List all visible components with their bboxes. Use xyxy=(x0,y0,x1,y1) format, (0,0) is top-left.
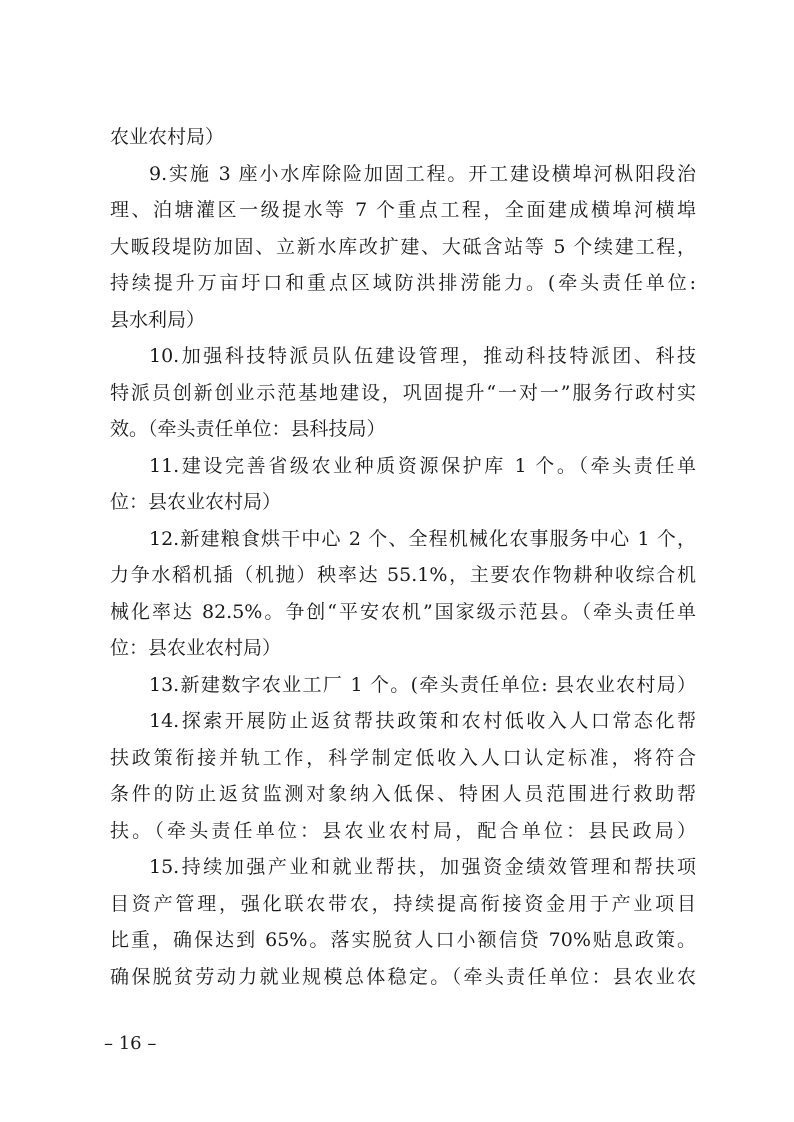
text-line: 特派员创新创业示范基地建设，巩固提升“一对一”服务行政村实 xyxy=(110,381,696,404)
text-line: 15.持续加强产业和就业帮扶，加强资金绩效管理和帮扶项 xyxy=(149,856,696,878)
text-line: 11.建设完善省级农业种质资源保护库 1 个。（牵头责任单 xyxy=(149,454,696,477)
page-number: – 16 – xyxy=(104,1033,157,1054)
text-line: 10.加强科技特派员队伍建设管理，推动科技特派团、科技 xyxy=(149,345,696,367)
text-line: 9.实施 3 座小水库除险加固工程。开工建设横埠河枞阳段治 xyxy=(149,162,696,185)
text-line: 扶政策衔接并轨工作，科学制定低收入人口认定标准，将符合 xyxy=(110,746,696,769)
text-line: 条件的防止返贫监测对象纳入低保、特困人员范围进行救助帮 xyxy=(110,783,696,805)
text-line: 县水利局） xyxy=(110,308,206,331)
text-line: 持续提升万亩圩口和重点区域防洪排涝能力。(牵头责任单位: xyxy=(110,272,696,294)
text-line: 位：县农业农村局） xyxy=(110,637,282,659)
text-line: 扶。（牵头责任单位：县农业农村局，配合单位：县民政局） xyxy=(110,819,696,842)
text-line: 确保脱贫劳动力就业规模总体稳定。（牵头责任单位：县农业农 xyxy=(110,965,696,988)
text-line: 力争水稻机插（机抛）秧率达 55.1%，主要农作物耕种收综合机 xyxy=(110,564,696,586)
text-line: 械化率达 82.5%。争创“平安农机”国家级示范县。（牵头责任单 xyxy=(110,600,696,623)
text-line: 大畈段堤防加固、立新水库改扩建、大砥含站等 5 个续建工程， xyxy=(110,235,696,258)
text-line: 农业农村局） xyxy=(110,126,225,148)
text-line: 理、泊塘灌区一级提水等 7 个重点工程，全面建成横埠河横埠 xyxy=(110,199,696,221)
text-line: 比重，确保达到 65%。落实脱贫人口小额信贷 70%贴息政策。 xyxy=(110,929,696,951)
text-line: 目资产管理，强化联农带农，持续提高衔接资金用于产业项目 xyxy=(110,892,696,915)
text-line: 13.新建数字农业工厂 1 个。(牵头责任单位: 县农业农村局） xyxy=(149,673,696,696)
text-line: 效。（牵头责任单位：县科技局） xyxy=(110,418,386,440)
document-body xyxy=(110,119,696,995)
text-line: 12.新建粮食烘干中心 2 个、全程机械化农事服务中心 1 个， xyxy=(149,527,696,550)
text-line: 位：县农业农村局） xyxy=(110,491,282,513)
text-line: 14.探索开展防止返贫帮扶政策和农村低收入人口常态化帮 xyxy=(149,710,696,732)
